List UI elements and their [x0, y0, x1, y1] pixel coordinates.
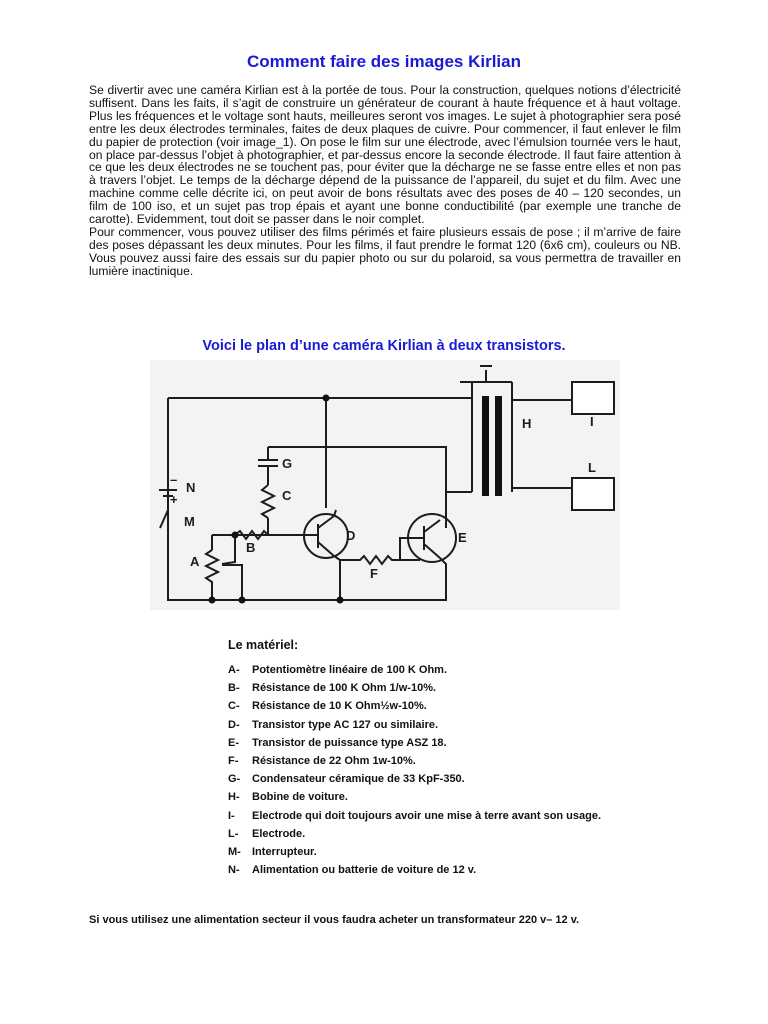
circuit-diagram — [150, 360, 620, 610]
item-text: Bobine de voiture. — [252, 791, 348, 804]
item-code: C- — [228, 700, 240, 713]
item-text: Résistance de 10 K Ohm½w-10%. — [252, 700, 427, 713]
list-item — [228, 719, 601, 737]
intro-paragraph-2: Pour commencer, vous pouvez utiliser des films périmés et faire plusieurs essais de pose ; il m’arrive de faire des poses dépassant les deux minutes. Pour les films, il faut prendre le format 120 (6x6 cm), couleurs ou NB. Vous pouvez aussi faire des essais sur du papier photo ou sur du polaroid, sa vous permettra de travailler en lumière inactinique. — [89, 224, 681, 278]
intro-paragraph-1: Se divertir avec une caméra Kirlian est à la portée de tous. Pour la construction, quelques notions d’électricité suffisent. Dans les faits, il s’agit de construire un générateur de courant à haute fréquence et à haut voltage. Plus les fréquences et le voltage sont hauts, meilleures seront vos images. Le sujet à photographier sera posé entre les deux électrodes terminales, faites de deux plaques de cuivre. Pour commencer, il faut enlever le film du papier de protection (voir image_1). On pose le film sur une électrode, avec l’émulsion tournée vers le haut, on place par-dessus l’objet à photographier, et par-dessus encore la seconde électrode. Il faut faire attention à ce que les deux électrodes ne se touchent pas, pour éviter que la décharge ne se fasse entre elles et non pas à travers l’objet. Le temps de la décharge dépend de la puissance de l’appareil, du sujet et du film. Avec une machine comme celle décrite ici, on peut avoir de bons résultats avec des poses de 40 – 120 secondes, un film de 100 iso, et un sujet pas trop épais et ayant une bonne conductibilité (par exemple une tranche de carotte). Evidemment, tout doit se passer dans le noir complet. — [89, 83, 681, 227]
list-item — [228, 773, 601, 791]
list-item — [228, 737, 601, 755]
item-code: D- — [228, 718, 240, 731]
label-D: D — [346, 528, 356, 543]
label-A: A — [190, 554, 200, 569]
item-text: Condensateur céramique de 33 KpF-350. — [252, 773, 465, 786]
item-text: Résistance de 22 Ohm 1w-10%. — [252, 754, 416, 767]
item-code: A- — [228, 664, 240, 676]
item-code: G- — [228, 773, 241, 786]
item-text: Potentiomètre linéaire de 100 K Ohm. — [252, 664, 448, 676]
list-item — [228, 682, 601, 700]
label-N: N — [186, 480, 196, 495]
label-plus: + — [170, 492, 178, 507]
label-I: I — [590, 414, 594, 429]
label-H: H — [522, 416, 532, 431]
item-code: L- — [228, 827, 239, 840]
intro-text — [89, 84, 681, 278]
item-text: Interrupteur. — [252, 845, 317, 858]
list-item — [228, 828, 601, 846]
item-code: M- — [228, 845, 241, 858]
label-M: M — [184, 514, 195, 529]
list-item — [228, 846, 601, 864]
label-B: B — [246, 540, 256, 555]
list-item — [228, 791, 601, 809]
page-title: Comment faire des images Kirlian — [247, 52, 521, 71]
item-text: Electrode qui doit toujours avoir une mise à terre avant son usage. — [252, 809, 602, 822]
label-G: G — [282, 456, 293, 471]
list-item — [228, 755, 601, 773]
item-text: Transistor type AC 127 ou similaire. — [252, 718, 439, 731]
list-item — [228, 864, 601, 882]
item-code: E- — [228, 736, 239, 749]
item-code: N- — [228, 864, 240, 877]
list-item — [228, 664, 601, 682]
list-item — [228, 700, 601, 718]
item-code: F- — [228, 754, 239, 767]
list-item — [228, 810, 601, 828]
label-C: C — [282, 488, 292, 503]
item-code: B- — [228, 682, 240, 695]
label-E: E — [458, 530, 467, 545]
label-L: L — [588, 460, 596, 475]
item-text: Résistance de 100 K Ohm 1/w-10%. — [252, 682, 437, 695]
label-F: F — [370, 566, 378, 581]
label-minus: – — [170, 472, 178, 487]
diagram-title: Voici le plan d’une caméra Kirlian à deux transistors. — [202, 338, 566, 354]
item-text: Transistor de puissance type ASZ 18. — [252, 736, 447, 749]
item-code: I- — [228, 809, 235, 822]
item-text: Alimentation ou batterie de voiture de 12 v. — [252, 864, 477, 877]
item-code: H- — [228, 791, 240, 804]
materiel-title: Le matériel: — [228, 638, 299, 652]
item-text: Electrode. — [252, 827, 306, 840]
materiel-list — [228, 664, 601, 882]
footer-note: Si vous utilisez une alimentation secteur il vous faudra acheter un transformateur 220 v– 12 v. — [89, 914, 580, 926]
